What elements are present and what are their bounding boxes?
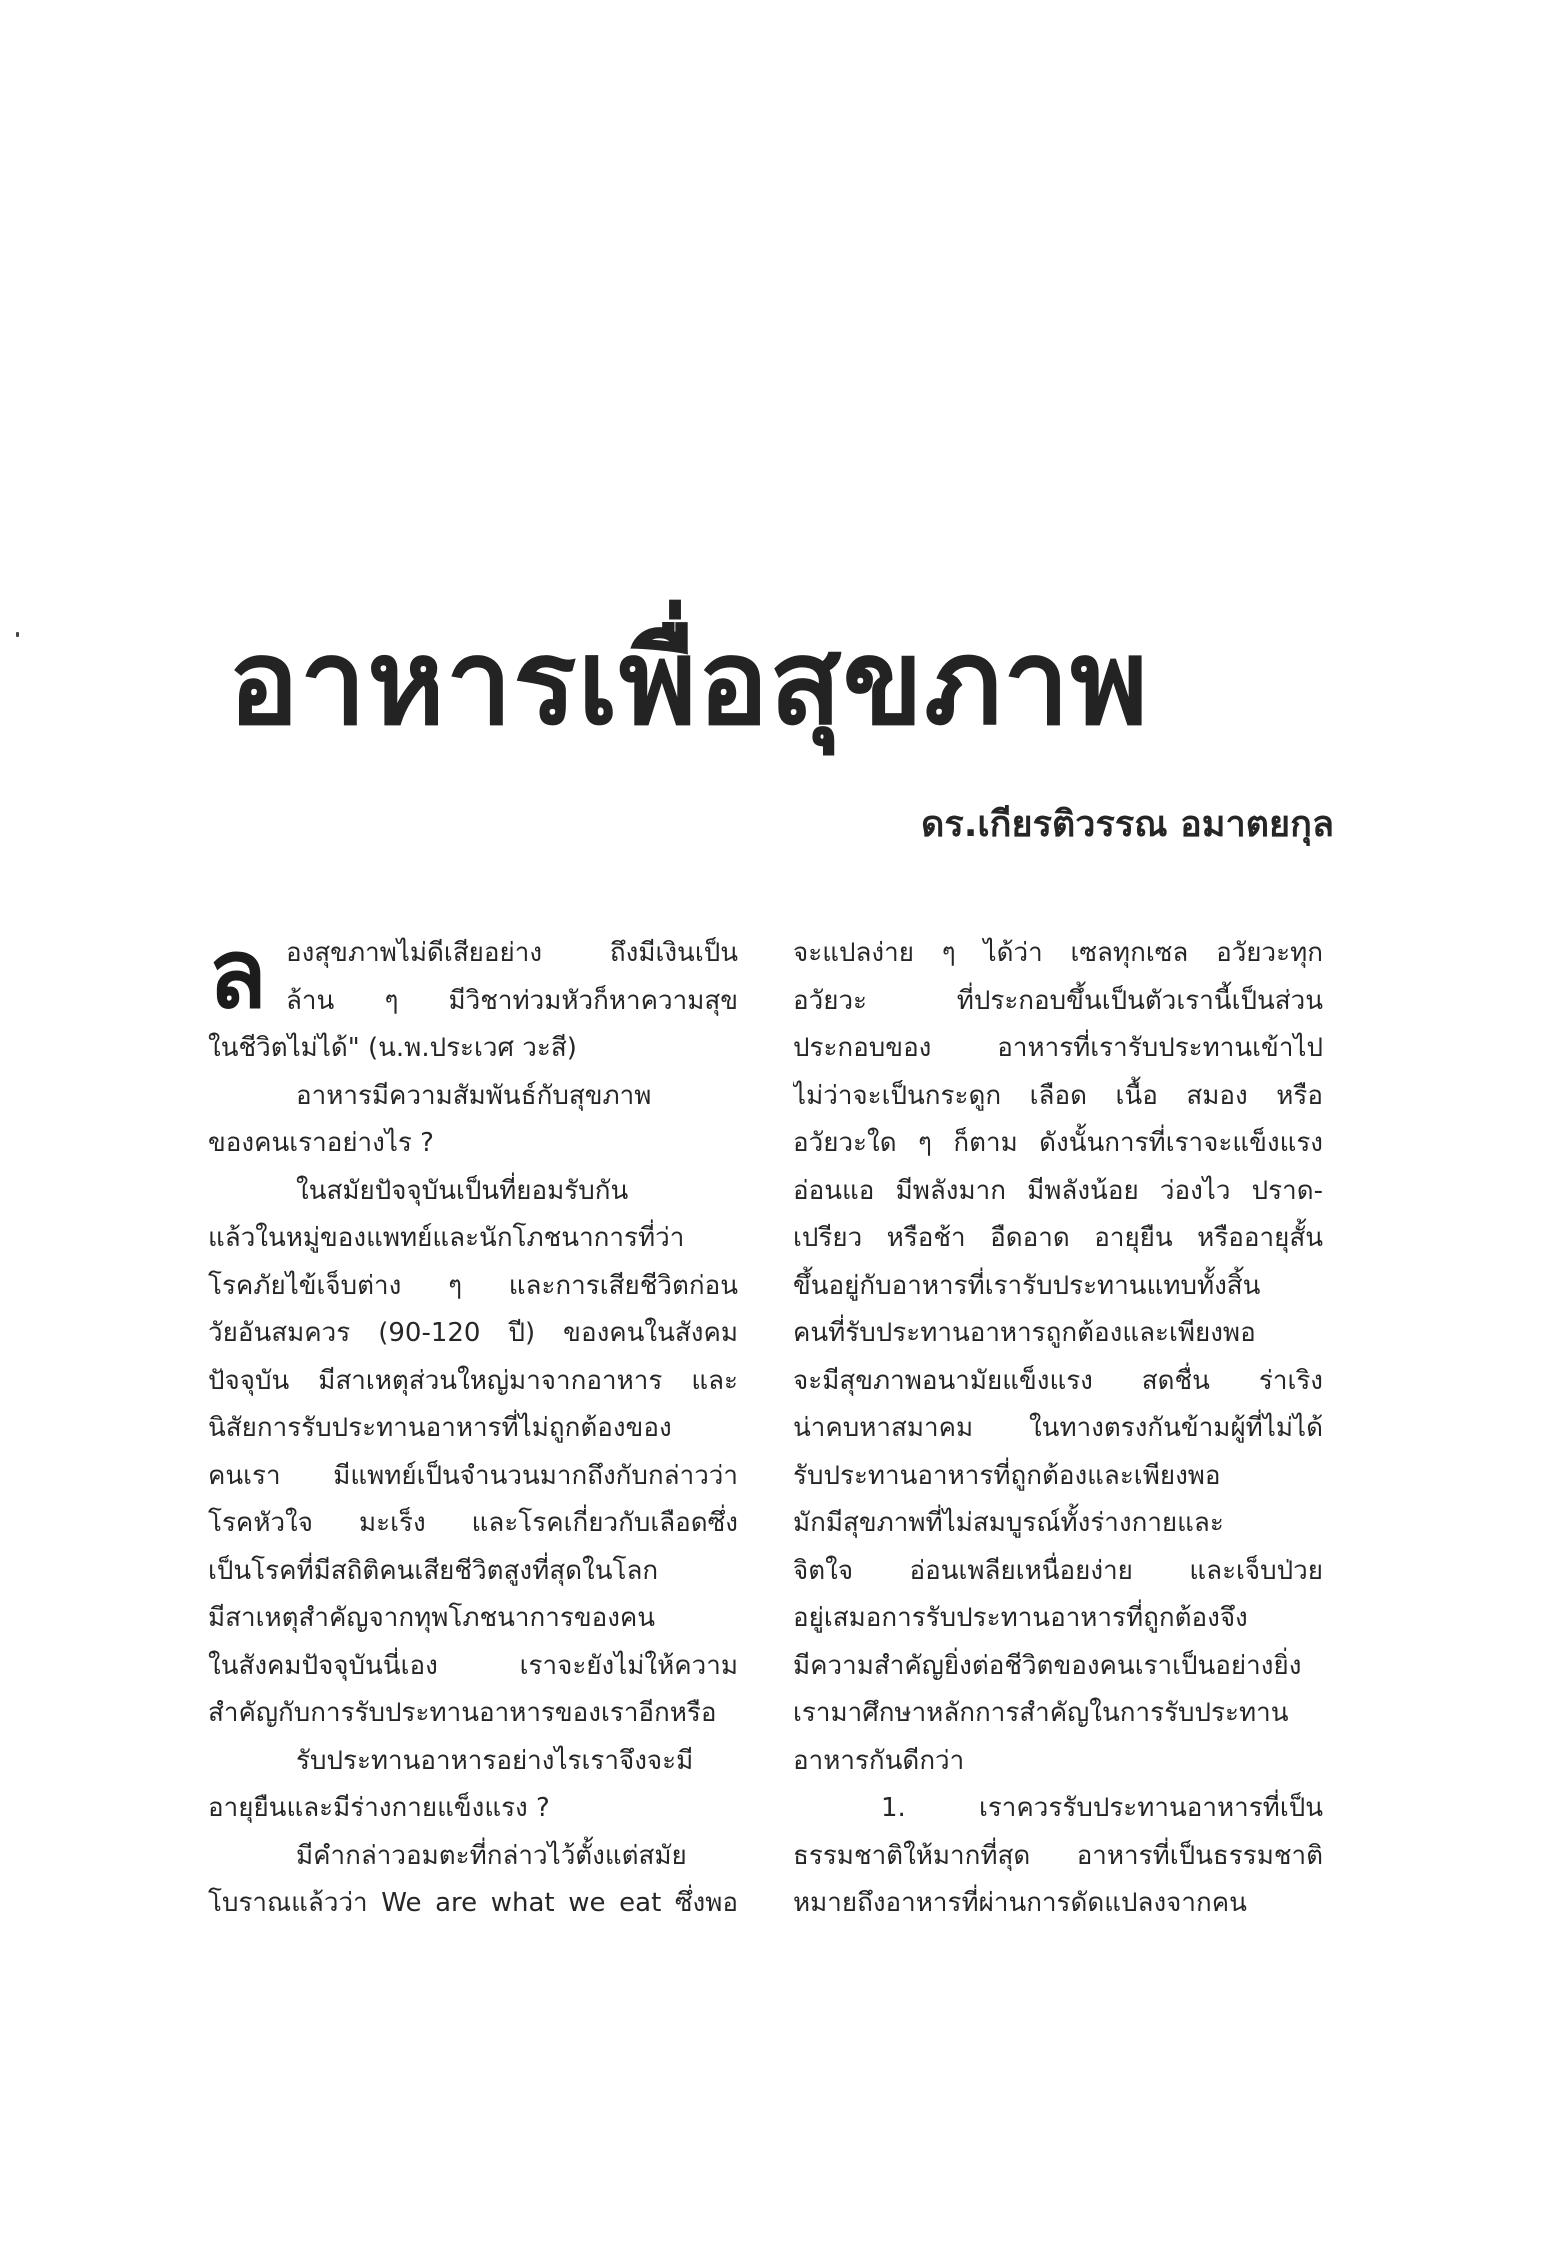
scan-speck bbox=[16, 632, 19, 637]
text-line: คนเรา มีแพทย์เป็นจำนวนมากถึงกับกล่าวว่า bbox=[208, 1460, 738, 1491]
text-line: คนที่รับประทานอาหารถูกต้องและเพียงพอ bbox=[793, 1318, 1256, 1348]
text-line: รับประทานอาหารที่ถูกต้องและเพียงพอ bbox=[793, 1460, 1221, 1491]
text-line: ขึ้นอยู่กับอาหารที่เรารับประทานแทบทั้งสิ้น bbox=[793, 1270, 1261, 1301]
text-line: วัยอันสมควร (90-120 ปี) ของคนในสังคม bbox=[208, 1318, 738, 1348]
text-line: ของคนเราอย่างไร ? bbox=[208, 1128, 434, 1158]
text-line: โบราณแล้วว่า We are what we eat ซึ่งพอ bbox=[208, 1888, 738, 1918]
left-column bbox=[208, 918, 738, 1928]
text-line: สำคัญกับการรับประทานอาหารของเราอีกหรือ bbox=[208, 1698, 717, 1728]
text-line: มีสาเหตุสำคัญจากทุพโภชนาการของคน bbox=[208, 1603, 656, 1633]
text-line: ปัจจุบัน มีสาเหตุส่วนใหญ่มาจากอาหาร และ bbox=[208, 1365, 738, 1396]
text-line: อวัยวะใด ๆ ก็ตาม ดังนั้นการที่เราจะแข็งแรง bbox=[793, 1128, 1323, 1158]
text-line: ธรรมชาติให้มากที่สุด อาหารที่เป็นธรรมชาติ bbox=[793, 1840, 1323, 1871]
text-line: โรคหัวใจ มะเร็ง และโรคเกี่ยวกับเลือดซึ่ง bbox=[208, 1508, 738, 1538]
article-author: ดร.เกียรติวรรณ อมาตยกุล bbox=[920, 804, 1334, 845]
text-line: ล้าน ๆ มีวิชาท่วมหัวก็หาความสุข bbox=[286, 985, 738, 1016]
text-line: หมายถึงอาหารที่ผ่านการดัดแปลงจากคน bbox=[793, 1888, 1247, 1918]
text-line: อายุยืนและมีร่างกายแข็งแรง ? bbox=[208, 1793, 550, 1823]
text-line: ในชีวิตไม่ได้" (น.พ.ประเวศ วะสี) bbox=[208, 1033, 577, 1063]
text-line: มักมีสุขภาพที่ไม่สมบูรณ์ทั้งร่างกายและ bbox=[793, 1508, 1224, 1538]
text-line: ในสังคมปัจจุบันนี่เอง เราจะยังไม่ให้ความ bbox=[208, 1650, 738, 1681]
article-title: อาหารเพื่อสุขภาพ bbox=[228, 613, 1150, 751]
drop-cap: ล bbox=[208, 918, 267, 1030]
text-line: อยู่เสมอการรับประทานอาหารที่ถูกต้องจึง bbox=[793, 1603, 1248, 1633]
text-line: เรามาศึกษาหลักการสำคัญในการรับประทาน bbox=[793, 1698, 1289, 1728]
text-line: นิสัยการรับประทานอาหารที่ไม่ถูกต้องของ bbox=[208, 1413, 672, 1443]
text-line: ประกอบของ อาหารที่เรารับประทานเข้าไป bbox=[793, 1033, 1323, 1063]
text-line: ไม่ว่าจะเป็นกระดูก เลือด เนื้อ สมอง หรือ bbox=[793, 1080, 1323, 1111]
text-line: ในสมัยปัจจุบันเป็นที่ยอมรับกัน bbox=[296, 1175, 629, 1206]
text-line: มีคำกล่าวอมตะที่กล่าวไว้ตั้งแต่สมัย bbox=[296, 1840, 687, 1871]
text-line: มีความสำคัญยิ่งต่อชีวิตของคนเราเป็นอย่างยิ่ง bbox=[793, 1650, 1302, 1681]
text-line: เป็นโรคที่มีสถิติคนเสียชีวิตสูงที่สุดในโลก bbox=[208, 1555, 659, 1586]
text-line: รับประทานอาหารอย่างไรเราจึงจะมี bbox=[296, 1745, 694, 1776]
text-line: น่าคบหาสมาคม ในทางตรงกันข้ามผู้ที่ไม่ได้ bbox=[793, 1413, 1323, 1443]
text-line: เปรียว หรือช้า อืดอาด อายุยืน หรืออายุสั้น bbox=[793, 1223, 1323, 1253]
text-line: โรคภัยไข้เจ็บต่าง ๆ และการเสียชีวิตก่อน bbox=[208, 1270, 738, 1301]
text-line: จิตใจ อ่อนเพลียเหนื่อยง่าย และเจ็บป่วย bbox=[793, 1555, 1323, 1586]
text-line: จะมีสุขภาพอนามัยแข็งแรง สดชื่น ร่าเริง bbox=[793, 1365, 1323, 1396]
text-line: อาหารกันดีกว่า bbox=[793, 1745, 965, 1776]
text-line: อาหารมีความสัมพันธ์กับสุขภาพ bbox=[296, 1080, 652, 1111]
text-line: อ่อนแอ มีพลังมาก มีพลังน้อย ว่องไว ปราด- bbox=[793, 1175, 1323, 1206]
drop-cap-paragraph bbox=[208, 918, 738, 1030]
text-line: องสุขภาพไม่ดีเสียอย่าง ถึงมีเงินเป็น bbox=[286, 938, 738, 968]
text-line: อวัยวะ ที่ประกอบขึ้นเป็นตัวเรานี้เป็นส่วน bbox=[793, 985, 1323, 1016]
text-line: 1. เราควรรับประทานอาหารที่เป็น bbox=[881, 1793, 1323, 1823]
right-column bbox=[793, 930, 1323, 1928]
text-line: จะแปลง่าย ๆ ได้ว่า เซลทุกเซล อวัยวะทุก bbox=[793, 938, 1323, 968]
text-line: แล้วในหมู่ของแพทย์และนักโภชนาการที่ว่า bbox=[208, 1223, 685, 1253]
